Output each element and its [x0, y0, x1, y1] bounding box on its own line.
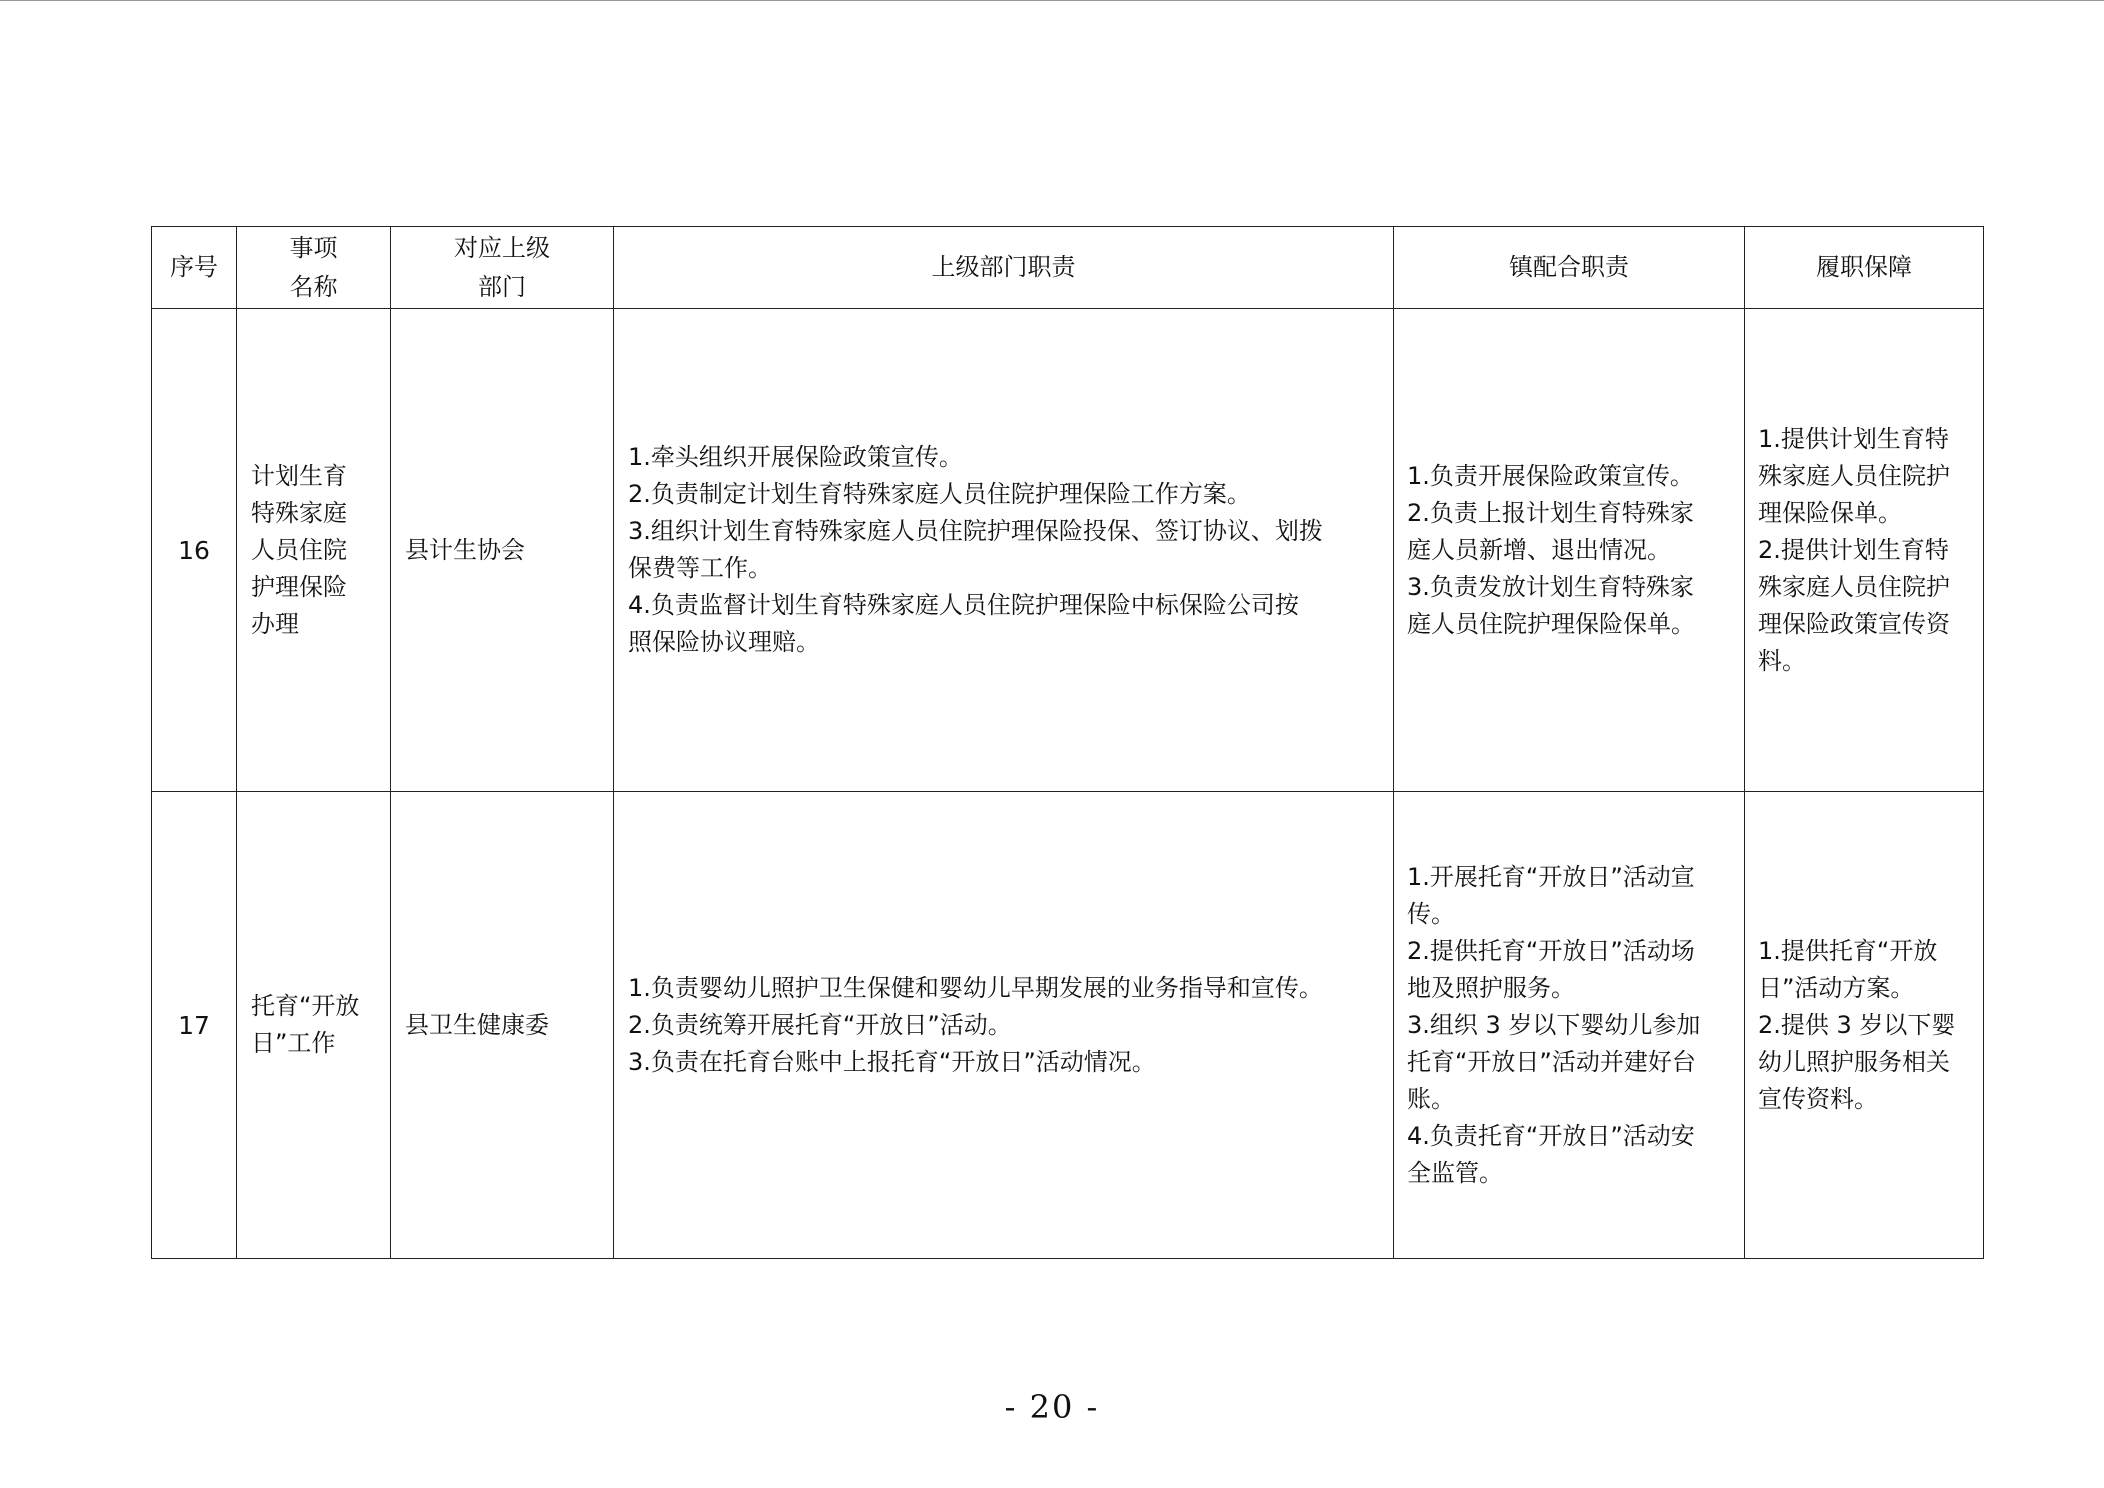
row-item-name [237, 309, 391, 792]
guarantee-line: 2.提供 3 岁以下婴 [1758, 1010, 1956, 1039]
duty-line: 照保险协议理赔。 [628, 628, 820, 656]
coop-line: 2.负责上报计划生育特殊家 [1407, 498, 1694, 527]
guarantee-line: 幼儿照护服务相关 [1758, 1047, 1950, 1076]
coop-line: 庭人员新增、退出情况。 [1407, 535, 1671, 564]
row-guarantee [1745, 309, 1984, 792]
guarantee-line: 1.提供计划生育特 [1758, 424, 1949, 453]
coop-line: 3.负责发放计划生育特殊家 [1407, 572, 1694, 601]
row-upper-duty [614, 309, 1394, 792]
header-upper-dept-line1: 对应上级 [454, 233, 550, 262]
coop-line: 1.负责开展保险政策宣传。 [1407, 461, 1694, 490]
row-upper-duty [614, 792, 1394, 1259]
coop-line: 传。 [1407, 899, 1455, 928]
table-header-row [152, 227, 1984, 309]
page-number: - 20 - [1004, 1388, 1100, 1426]
header-upper-dept-line2: 部门 [478, 272, 526, 301]
header-upper-dept [391, 227, 614, 309]
header-upper-duty: 上级部门职责 [614, 227, 1394, 309]
guarantee-line: 殊家庭人员住院护 [1758, 461, 1950, 490]
duty-line: 1.负责婴幼儿照护卫生保健和婴幼儿早期发展的业务指导和宣传。 [628, 973, 1323, 1002]
row-town-coop [1394, 309, 1745, 792]
row-upper-dept: 县计生协会 [391, 309, 614, 792]
item-name-line: 办理 [251, 609, 299, 638]
guarantee-line: 料。 [1758, 646, 1806, 675]
guarantee-line: 1.提供托育“开放 [1758, 936, 1938, 965]
guarantee-line: 2.提供计划生育特 [1758, 535, 1949, 564]
duty-line: 1.牵头组织开展保险政策宣传。 [628, 443, 963, 471]
header-guarantee: 履职保障 [1745, 227, 1984, 309]
item-name-line: 日”工作 [251, 1029, 336, 1057]
coop-line: 账。 [1407, 1084, 1455, 1113]
item-name-line: 特殊家庭 [251, 498, 347, 527]
guarantee-line: 日”活动方案。 [1758, 973, 1915, 1002]
row-num: 17 [152, 792, 237, 1259]
row-num: 16 [152, 309, 237, 792]
header-town-coop: 镇配合职责 [1394, 227, 1745, 309]
row-town-coop [1394, 792, 1745, 1259]
duty-line: 3.负责在托育台账中上报托育“开放日”活动情况。 [628, 1047, 1156, 1076]
duty-table [151, 226, 1984, 1259]
header-item-name [237, 227, 391, 309]
coop-line: 2.提供托育“开放日”活动场 [1407, 936, 1695, 965]
duty-line: 3.组织计划生育特殊家庭人员住院护理保险投保、签订协议、划拨 [628, 517, 1323, 545]
top-border-line [0, 0, 2104, 1]
guarantee-line: 理保险保单。 [1758, 498, 1902, 527]
coop-line: 全监管。 [1407, 1158, 1503, 1187]
duty-line: 2.负责统筹开展托育“开放日”活动。 [628, 1010, 1012, 1039]
item-name-line: 护理保险 [251, 572, 347, 601]
row-guarantee [1745, 792, 1984, 1259]
duty-line: 4.负责监督计划生育特殊家庭人员住院护理保险中标保险公司按 [628, 591, 1299, 619]
header-item-name-line2: 名称 [289, 272, 338, 301]
coop-line: 1.开展托育“开放日”活动宣 [1407, 862, 1695, 891]
row-upper-dept: 县卫生健康委 [391, 792, 614, 1259]
guarantee-line: 殊家庭人员住院护 [1758, 572, 1950, 601]
table-row [152, 792, 1984, 1259]
coop-line: 托育“开放日”活动并建好台 [1407, 1047, 1696, 1076]
item-name-line: 计划生育 [251, 461, 347, 490]
header-item-name-line1: 事项 [289, 233, 338, 262]
duty-line: 2.负责制定计划生育特殊家庭人员住院护理保险工作方案。 [628, 480, 1251, 508]
coop-line: 3.组织 3 岁以下婴幼儿参加 [1407, 1010, 1701, 1039]
table-row [152, 309, 1984, 792]
row-item-name [237, 792, 391, 1259]
guarantee-line: 理保险政策宣传资 [1758, 609, 1950, 638]
coop-line: 地及照护服务。 [1407, 973, 1575, 1002]
coop-line: 4.负责托育“开放日”活动安 [1407, 1121, 1695, 1150]
duty-line: 保费等工作。 [628, 554, 772, 582]
item-name-line: 人员住院 [251, 535, 347, 564]
coop-line: 庭人员住院护理保险保单。 [1407, 609, 1695, 638]
item-name-line: 托育“开放 [251, 992, 360, 1020]
guarantee-line: 宣传资料。 [1758, 1084, 1878, 1113]
header-num: 序号 [152, 227, 237, 309]
